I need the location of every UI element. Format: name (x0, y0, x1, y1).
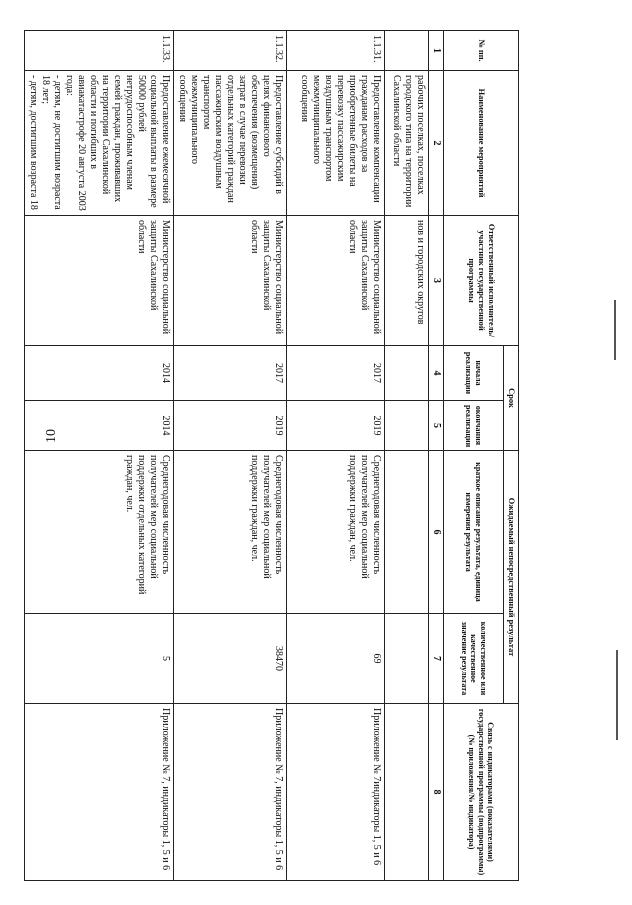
column-number: 8 (429, 704, 444, 881)
header-term: Срок (504, 346, 519, 451)
row-start: 2014 (25, 346, 174, 401)
row-link: Приложение № 7индикаторы 1, 5 и 6 (287, 704, 385, 881)
header-name: Наименование мероприятий (444, 71, 519, 216)
row-desc (385, 451, 429, 614)
column-number-row (429, 31, 444, 881)
row-desc: Среднегодовая численность получателей мер социальной поддержки граждан, чел. (287, 451, 385, 614)
header-responsible: Ответственный исполнитель/участник государственной программы (444, 216, 519, 346)
header-row-1 (504, 31, 519, 881)
row-name: Предоставление субсидий в целях финансового обеспечения (возмещения) затрат в случае перевозки отдельных категорий граждан пассажирским воздушным транспортом межмуниципального сообщения (174, 71, 287, 216)
row-end: 2019 (174, 401, 287, 451)
row-responsible: Министерство социальной защиты Сахалинской области (25, 216, 174, 346)
column-number: 4 (429, 346, 444, 401)
row-value: 69 (287, 614, 385, 704)
row-desc: Среднегодовая численность получателей мер социальной поддержки отдельных категорий граждан, чел. (25, 451, 174, 614)
row-num: 1.1.33. (25, 31, 174, 71)
row-end: 2014 (25, 401, 174, 451)
page-number: 10 (44, 429, 59, 443)
table-row (174, 31, 287, 881)
row-link (385, 704, 429, 881)
row-num: 1.1.31. (287, 31, 385, 71)
column-number: 6 (429, 451, 444, 614)
column-number: 7 (429, 614, 444, 704)
row-desc: Среднегодовая численность получателей мер социальной поддержки граждан, чел. (174, 451, 287, 614)
row-link: Приложение № 7, индикаторы 1, 5 и 6 (25, 704, 174, 881)
row-responsible: Министерство социальной защиты Сахалинской области (174, 216, 287, 346)
row-responsible: Министерство социальной защиты Сахалинской области (287, 216, 385, 346)
row-name-line: - детям, достигшим возраста 18 (28, 75, 39, 210)
column-number: 3 (429, 216, 444, 346)
header-term-start: начала реализации (444, 346, 504, 401)
row-num: 1.1.32. (174, 31, 287, 71)
table-row (385, 31, 429, 881)
row-num (385, 31, 429, 71)
row-name-line: Предоставление ежемесячной социальной выплаты в размере 50000 рублей нетрудоспособным членам семей граждан, проживавших на территории Сахалинской области и погибших в авиакатастрофе 20 августа 2003 года: (64, 75, 171, 211)
row-value (385, 614, 429, 704)
scan-edge-mark (614, 300, 616, 360)
column-number: 2 (429, 71, 444, 216)
row-responsible: нов и городских округов (385, 216, 429, 346)
column-number: 5 (429, 401, 444, 451)
activities-table (24, 30, 519, 881)
header-result-desc: краткое описание результата, единица измерения результата (444, 451, 504, 614)
header-num: № пп. (444, 31, 519, 71)
row-start (385, 346, 429, 401)
table-row (287, 31, 385, 881)
row-end (385, 401, 429, 451)
header-term-end: окончания реализации (444, 401, 504, 451)
header-result-value: количественное или качественное значение результата (444, 614, 504, 704)
table-row (25, 31, 174, 881)
row-start: 2017 (287, 346, 385, 401)
row-start: 2017 (174, 346, 287, 401)
row-name: рабочих поселках, поселках городского типа на территории Сахалинской области (385, 71, 429, 216)
row-name (25, 71, 174, 216)
header-link: Связь с индикаторами (показателями) государственной программы (подпрограммы) (№ приложения/№ индикатора) (444, 704, 519, 881)
row-link: Приложение № 7, индикаторы 1, 5 и 6 (174, 704, 287, 881)
scan-edge-mark (616, 650, 618, 740)
column-number: 1 (429, 31, 444, 71)
row-value: 38470 (174, 614, 287, 704)
row-end: 2019 (287, 401, 385, 451)
header-result: Ожидаемый непосредственный результат (504, 451, 519, 704)
row-value: 5 (25, 614, 174, 704)
row-name-line: - детям, не достигшим возраста 18 лет; (40, 75, 63, 210)
row-name: Предоставление компенсации гражданам расходов за приобретенные билеты на перевозку пассажирским воздушным транспортом межмуниципального сообщения (287, 71, 385, 216)
